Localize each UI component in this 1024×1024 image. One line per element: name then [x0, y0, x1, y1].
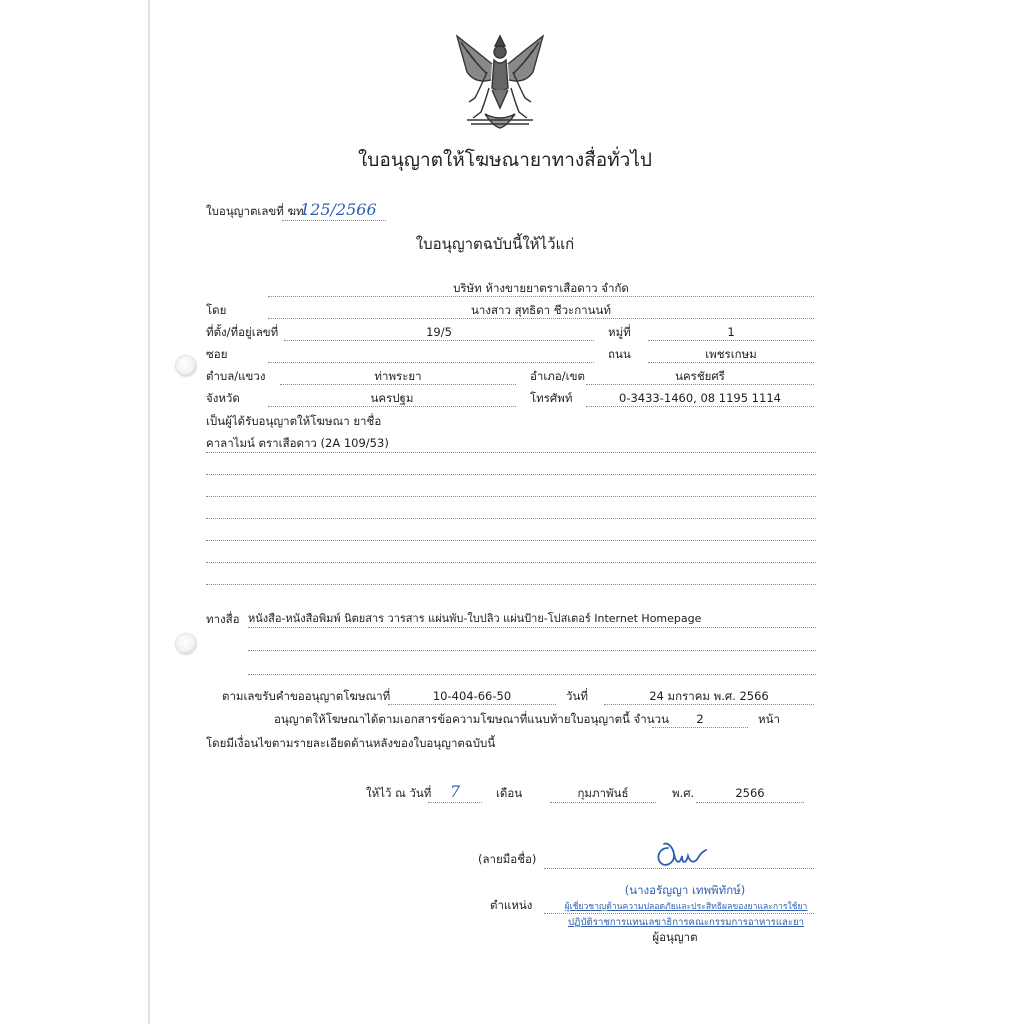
district-label: อำเภอ/เขต — [530, 369, 585, 383]
position-label: ตำแหน่ง — [490, 898, 533, 912]
moo-label: หมู่ที่ — [608, 325, 631, 339]
approve-text: อนุญาตให้โฆษณาได้ตามเอกสารข้อความโฆษณาที่แนบท้ายใบอนุญาตนี้ จำนวน — [274, 712, 669, 726]
blank-line — [206, 562, 816, 563]
road-label: ถนน — [608, 347, 631, 361]
issued-year-line — [696, 802, 804, 803]
subdistrict-label: ตำบล/แขวง — [206, 369, 266, 383]
signer-title-line2: ปฏิบัติราชการแทนเลขาธิการคณะกรรมการอาหารและยา — [567, 917, 805, 928]
signature-label: (ลายมือชื่อ) — [478, 852, 537, 866]
district-line — [586, 384, 814, 385]
district-value: นครชัยศรี — [675, 369, 725, 383]
request-no-label: ตามเลขรับคำขออนุญาตโฆษณาที่ — [222, 689, 391, 703]
by-line — [268, 318, 814, 319]
request-date-label: วันที่ — [566, 689, 588, 703]
signer-name: (นางอรัญญา เทพพิทักษ์) — [624, 883, 746, 897]
moo-value: 1 — [727, 325, 735, 339]
subdistrict-value: ท่าพระยา — [374, 369, 422, 383]
punch-hole-bottom — [176, 634, 196, 654]
address-value: 19/5 — [426, 325, 452, 339]
road-line — [648, 362, 814, 363]
province-value: นครปฐม — [370, 391, 414, 405]
subdistrict-line — [280, 384, 516, 385]
request-date-value: 24 มกราคม พ.ศ. 2566 — [649, 689, 769, 703]
blank-line — [206, 540, 816, 541]
page-edge — [148, 0, 150, 1024]
blank-line — [206, 496, 816, 497]
company-line — [268, 296, 814, 297]
signer-title-line1: ผู้เชี่ยวชาญด้านความปลอดภัยและประสิทธิผลของยาและการใช้ยา — [564, 902, 808, 912]
request-date-line — [604, 704, 814, 705]
moo-line — [648, 340, 814, 341]
position-line — [544, 913, 814, 914]
pages-value: 2 — [696, 712, 704, 726]
issued-day: 7 — [449, 782, 461, 801]
phone-line — [586, 406, 814, 407]
blank-line — [206, 584, 816, 585]
soi-label: ซอย — [206, 347, 228, 361]
blank-line — [206, 452, 816, 453]
pages-unit: หน้า — [758, 712, 780, 726]
province-line — [268, 406, 516, 407]
phone-label: โทรศัพท์ — [530, 391, 573, 405]
garuda-emblem-icon — [445, 28, 555, 136]
issued-label: ให้ไว้ ณ วันที่ — [366, 786, 432, 800]
issued-day-line — [428, 802, 482, 803]
request-no-line — [388, 704, 556, 705]
permit-number-line — [282, 220, 386, 221]
address-label: ที่ตั้ง/ที่อยู่เลขที่ — [206, 325, 279, 339]
handwritten-signature-icon — [650, 834, 710, 870]
document-subtitle: ใบอนุญาตฉบับนี้ให้ไว้แก่ — [415, 235, 575, 253]
media-label: ทางสื่อ — [206, 612, 240, 626]
by-label: โดย — [206, 303, 227, 317]
issued-month-line — [550, 802, 656, 803]
blank-line — [206, 474, 816, 475]
pages-line — [652, 727, 748, 728]
issued-month: กุมภาพันธ์ — [577, 786, 629, 800]
drug-line1: เป็นผู้ได้รับอนุญาตให้โฆษณา ยาชื่อ — [206, 414, 382, 428]
issued-year-label: พ.ศ. — [672, 786, 695, 800]
blank-line — [206, 518, 816, 519]
permit-number-value: 125/2566 — [300, 200, 377, 219]
media-value: หนังสือ-หนังสือพิมพ์ นิตยสาร วารสาร แผ่นพับ-ใบปลิว แผ่นป้าย-โปสเตอร์ Internet Homepage — [248, 612, 702, 625]
request-no-value: 10-404-66-50 — [432, 689, 512, 703]
authority-label: ผู้อนุญาต — [652, 930, 698, 944]
company-name: บริษัท ห้างขายยาตราเสือดาว จำกัด — [453, 281, 629, 295]
media-line — [248, 627, 816, 628]
punch-hole-top — [176, 356, 196, 376]
permit-number-label: ใบอนุญาตเลขที่ ฆท. — [206, 204, 308, 218]
soi-line — [268, 362, 594, 363]
blank-line — [248, 650, 816, 651]
issued-year: 2566 — [735, 786, 765, 800]
document-title: ใบอนุญาตให้โฆษณายาทางสื่อทั่วไป — [358, 149, 652, 171]
issued-month-label: เดือน — [496, 786, 523, 800]
by-value: นางสาว สุทธิดา ชีวะกานนท์ — [471, 303, 611, 317]
address-line — [284, 340, 594, 341]
road-value: เพชรเกษม — [705, 347, 757, 361]
phone-value: 0-3433-1460, 08 1195 1114 — [619, 391, 781, 405]
blank-line — [248, 674, 816, 675]
province-label: จังหวัด — [206, 391, 240, 405]
drug-line2: คาลาไมน์ ตราเสือดาว (2A 109/53) — [206, 436, 389, 450]
condition-text: โดยมีเงื่อนไขตามรายละเอียดด้านหลังของใบอนุญาตฉบับนี้ — [206, 736, 496, 750]
